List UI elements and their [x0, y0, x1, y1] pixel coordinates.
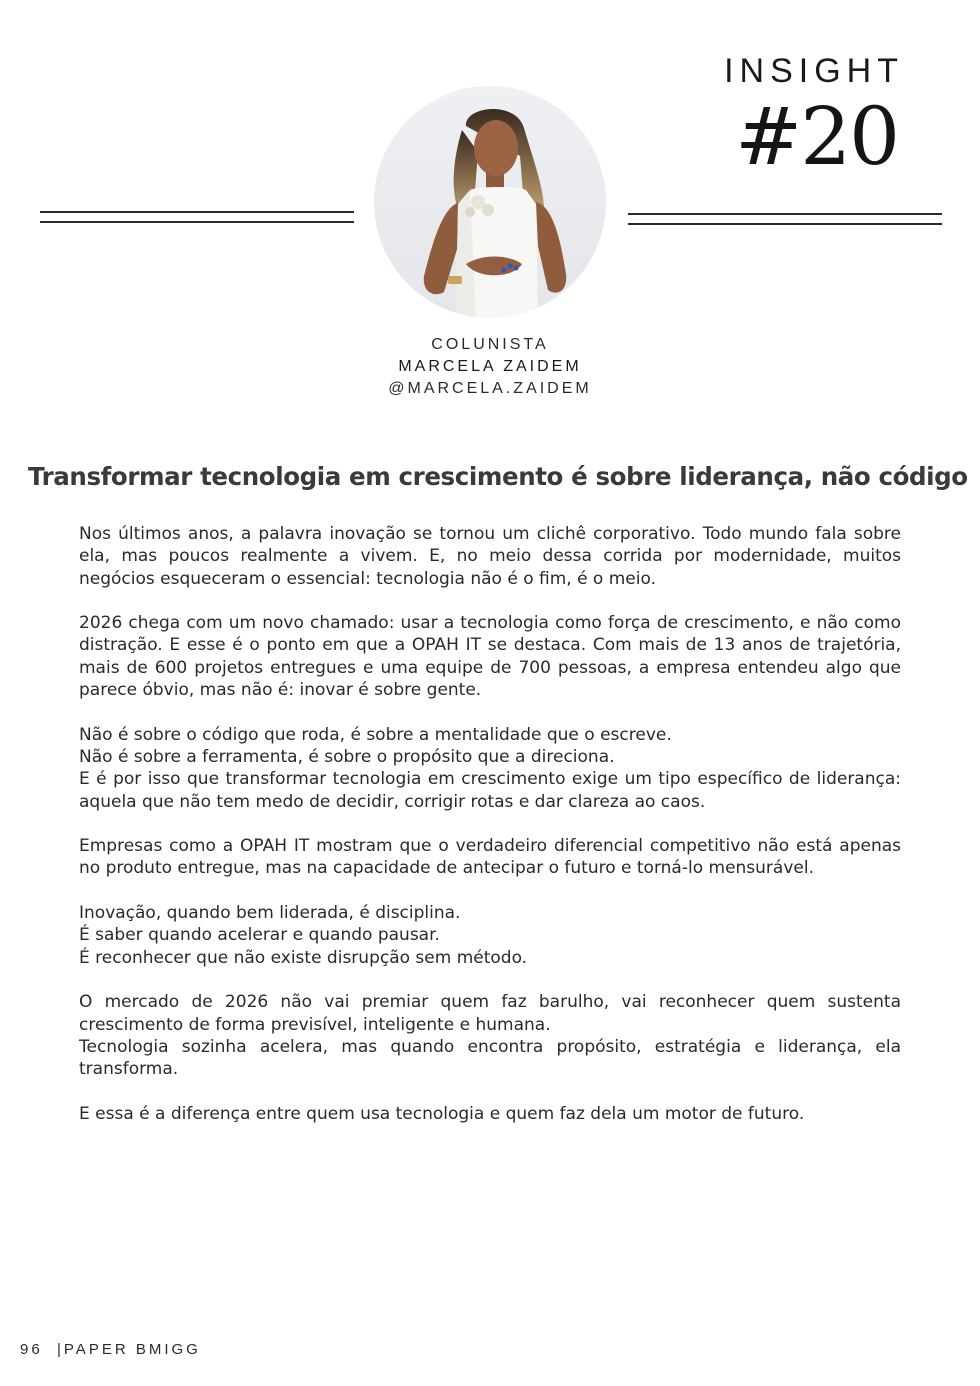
- article-line: Tecnologia sozinha acelera, mas quando encontra propósito, estratégia e liderança, ela transforma.: [79, 1036, 901, 1080]
- article-line: Inovação, quando bem liderada, é disciplina.: [79, 903, 461, 924]
- article-paragraph-2: 2026 chega com um novo chamado: usar a tecnologia como força de crescimento, e não como distração. E esse é o ponto em que a OPAH IT se destaca. Com mais de 13 anos de trajetória, mais de 600 projetos entregues e uma equipe de 700 pessoas, a empresa entendeu algo que parece óbvio, mas não é: inovar é sobre gente.: [79, 613, 901, 701]
- columnist-portrait: [374, 86, 606, 318]
- article-paragraph-3: [79, 724, 901, 813]
- byline-name: MARCELA ZAIDEM: [398, 358, 582, 375]
- page-footer: 96 |PAPER BMIGG: [20, 1341, 201, 1358]
- insight-number: #20: [735, 90, 898, 183]
- insight-label: INSIGHT: [724, 52, 904, 90]
- left-rule-top: [40, 211, 354, 213]
- article-line: Não é sobre o código que roda, é sobre a mentalidade que o escreve.: [79, 724, 672, 745]
- article-paragraph-6: [79, 991, 901, 1080]
- article-paragraph-4: Empresas como a OPAH IT mostram que o verdadeiro diferencial competitivo não está apenas no produto entregue, mas na capacidade de antecipar o futuro e torná-lo mensurável.: [79, 836, 901, 879]
- article-headline: Transformar tecnologia em crescimento é sobre liderança, não código: [28, 462, 968, 491]
- article-line: Não é sobre a ferramenta, é sobre o propósito que a direciona.: [79, 746, 615, 767]
- byline-handle: @MARCELA.ZAIDEM: [388, 380, 592, 397]
- article-paragraph-7: E essa é a diferença entre quem usa tecnologia e quem faz dela um motor de futuro.: [79, 1103, 805, 1124]
- article-line: E é por isso que transformar tecnologia em crescimento exige um tipo específico de liderança: aquela que não tem medo de decidir, corrigir rotas e dar clareza ao caos.: [79, 769, 901, 812]
- left-rule-bottom: [40, 221, 354, 223]
- article-line: O mercado de 2026 não vai premiar quem faz barulho, vai reconhecer quem sustenta crescimento de forma previsível, inteligente e humana.: [79, 992, 901, 1035]
- right-rule-top: [628, 213, 942, 215]
- right-rule-bottom: [628, 223, 942, 225]
- article-body: [79, 523, 901, 1147]
- article-line: É reconhecer que não existe disrupção sem método.: [79, 947, 528, 968]
- byline-role: COLUNISTA: [431, 336, 549, 353]
- article-paragraph-5: [79, 902, 901, 969]
- article-line: É saber quando acelerar e quando pausar.: [79, 925, 440, 946]
- article-paragraph-1: Nos últimos anos, a palavra inovação se tornou um clichê corporativo. Todo mundo fala sobre ela, mas poucos realmente a vivem. E, no meio dessa corrida por modernidade, muitos negócios esqueceram o essencial: tecnologia não é o fim, é o meio.: [79, 524, 901, 589]
